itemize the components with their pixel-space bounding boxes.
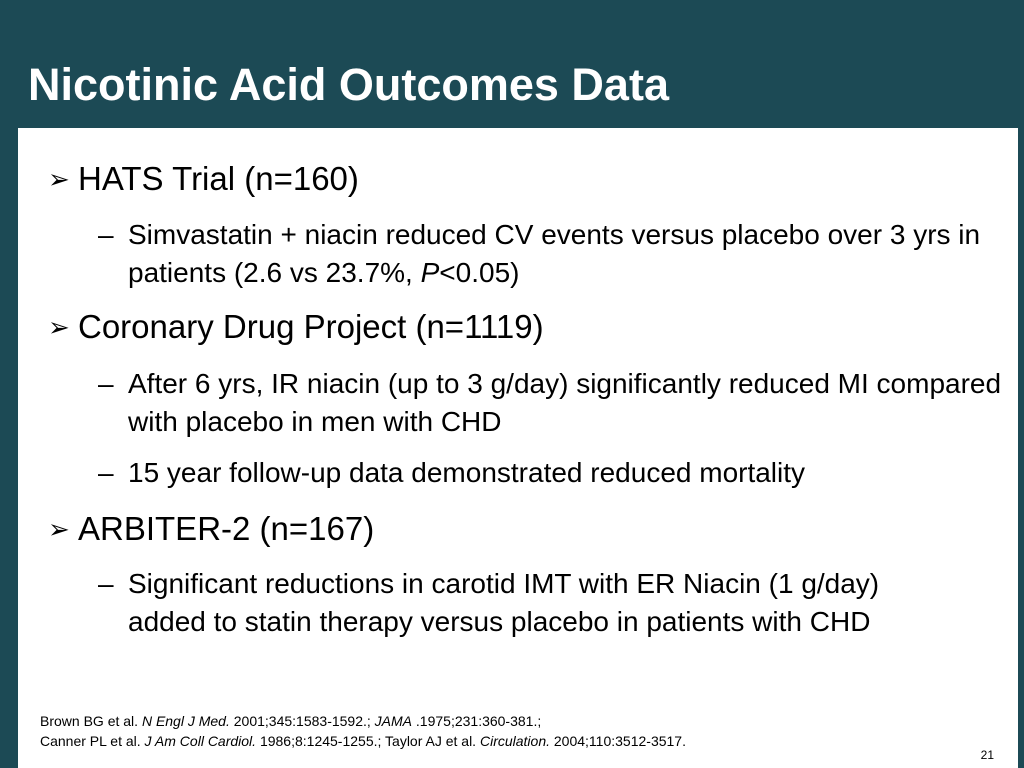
- title-bar: [0, 0, 1024, 128]
- reference-line-1: Brown BG et al. N Engl J Med. 2001;345:1583-1592.; JAMA .1975;231:360-381.;: [40, 713, 542, 729]
- dash-marker: –: [98, 568, 114, 599]
- bullet-text: ARBITER-2 (n=167): [78, 510, 375, 547]
- bullet-text: Coronary Drug Project (n=1119): [78, 308, 544, 345]
- bullet-arbiter-2: [48, 510, 374, 548]
- reference-line-2: Canner PL et al. J Am Coll Cardiol. 1986;8:1245-1255.; Taylor AJ et al. Circulation. 2004;110:3512-3517.: [40, 733, 686, 749]
- dash-marker: –: [98, 219, 114, 250]
- page-number: 21: [980, 748, 994, 762]
- bullet-hats-trial: [48, 160, 359, 198]
- arrow-bullet-icon: ➢: [48, 164, 70, 194]
- dash-marker: –: [98, 368, 114, 399]
- sub-bullet-text: 15 year follow-up data demonstrated reduced mortality: [128, 457, 806, 488]
- sub-bullet-text: After 6 yrs, IR niacin (up to 3 g/day) significantly reduced MI compared with placebo in men with CHD: [128, 368, 1002, 437]
- arrow-bullet-icon: ➢: [48, 312, 70, 342]
- dash-marker: –: [98, 457, 114, 488]
- bullet-coronary-drug-project: [48, 308, 544, 346]
- content-panel: [18, 128, 1018, 768]
- sub-bullet-cdp-2: [98, 454, 1008, 492]
- references: [40, 711, 686, 751]
- bullet-text: HATS Trial (n=160): [78, 160, 359, 197]
- sub-bullet-arbiter: [98, 565, 898, 641]
- slide-title: Nicotinic Acid Outcomes Data: [28, 59, 669, 110]
- sub-bullet-text: Simvastatin + niacin reduced CV events versus placebo over 3 yrs in patients (2.6 vs 23.7%, P<0.05): [128, 219, 981, 288]
- sub-bullet-text: Significant reductions in carotid IMT with ER Niacin (1 g/day) added to statin therapy versus placebo in patients with CHD: [128, 568, 880, 637]
- arrow-bullet-icon: ➢: [48, 514, 70, 544]
- sub-bullet-hats: [98, 216, 998, 292]
- sub-bullet-cdp-1: [98, 365, 1008, 441]
